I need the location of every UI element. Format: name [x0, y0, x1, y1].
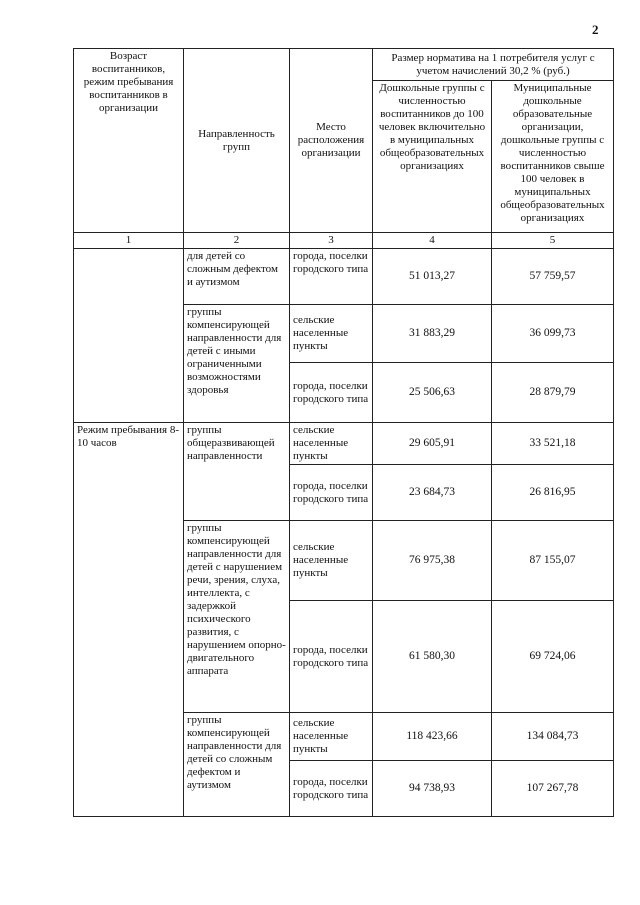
location-cell: города, поселки городского типа — [290, 465, 373, 521]
direction-cell: для детей со сложным дефектом и аутизмом — [184, 249, 290, 305]
direction-cell: группы общеразвивающей направленности — [184, 423, 290, 521]
header-municipal-large: Муниципальные дошкольные образовательные организации, дошкольные группы с численностью воспитанников свыше 100 человек в муниципальных общеобразовательных организациях — [492, 81, 614, 233]
normative-table — [73, 48, 614, 817]
header-age: Возраст воспитанников, режим пребывания воспитанников в организации — [74, 49, 184, 233]
value-cell-col4: 29 605,91 — [373, 423, 492, 465]
value-cell-col5: 33 521,18 — [492, 423, 614, 465]
column-numbers-row — [74, 233, 614, 249]
value-cell-col4: 76 975,38 — [373, 521, 492, 601]
page-number: 2 — [592, 22, 599, 37]
value-cell-col5: 87 155,07 — [492, 521, 614, 601]
age-cell-mode: Режим пребывания 8- 10 часов — [74, 423, 184, 817]
value-cell-col5: 69 724,06 — [492, 601, 614, 713]
location-cell: города, поселки городского типа — [290, 761, 373, 817]
value-cell-col5: 28 879,79 — [492, 363, 614, 423]
value-cell-col5: 134 084,73 — [492, 713, 614, 761]
col-number-4: 4 — [373, 233, 492, 249]
location-cell: сельские населенные пункты — [290, 423, 373, 465]
value-cell-col4: 61 580,30 — [373, 601, 492, 713]
header-preschool-small: Дошкольные группы с численностью воспитанников до 100 человек включительно в муниципальных общеобразовательных организациях — [373, 81, 492, 233]
value-cell-col5: 36 099,73 — [492, 305, 614, 363]
location-cell: города, поселки городского типа — [290, 601, 373, 713]
value-cell-col4: 94 738,93 — [373, 761, 492, 817]
col-number-3: 3 — [290, 233, 373, 249]
header-normative: Размер норматива на 1 потребителя услуг с учетом начислений 30,2 % (руб.) — [373, 49, 614, 81]
value-cell-col5: 107 267,78 — [492, 761, 614, 817]
direction-cell: группы компенсирующей направленности для детей с иными ограниченными возможностями здоровья — [184, 305, 290, 423]
location-cell: сельские населенные пункты — [290, 305, 373, 363]
header-row — [74, 49, 614, 81]
age-cell-empty — [74, 249, 184, 423]
location-cell: города, поселки городского типа — [290, 249, 373, 305]
header-location: Место расположения организации — [290, 49, 373, 233]
value-cell-col4: 31 883,29 — [373, 305, 492, 363]
col-number-2: 2 — [184, 233, 290, 249]
direction-cell: группы компенсирующей направленности для детей с нарушением речи, зрения, слуха, интеллекта, с задержкой психического развития, с нарушением опорно-двигательного аппарата — [184, 521, 290, 713]
col-number-5: 5 — [492, 233, 614, 249]
value-cell-col4: 25 506,63 — [373, 363, 492, 423]
table-row — [74, 423, 614, 465]
value-cell-col4: 23 684,73 — [373, 465, 492, 521]
value-cell-col5: 26 816,95 — [492, 465, 614, 521]
header-direction: Направленность групп — [184, 49, 290, 233]
value-cell-col5: 57 759,57 — [492, 249, 614, 305]
col-number-1: 1 — [74, 233, 184, 249]
location-cell: сельские населенные пункты — [290, 713, 373, 761]
location-cell: города, поселки городского типа — [290, 363, 373, 423]
value-cell-col4: 51 013,27 — [373, 249, 492, 305]
value-cell-col4: 118 423,66 — [373, 713, 492, 761]
direction-cell: группы компенсирующей направленности для детей со сложным дефектом и аутизмом — [184, 713, 290, 817]
location-cell: сельские населенные пункты — [290, 521, 373, 601]
table-row — [74, 249, 614, 305]
